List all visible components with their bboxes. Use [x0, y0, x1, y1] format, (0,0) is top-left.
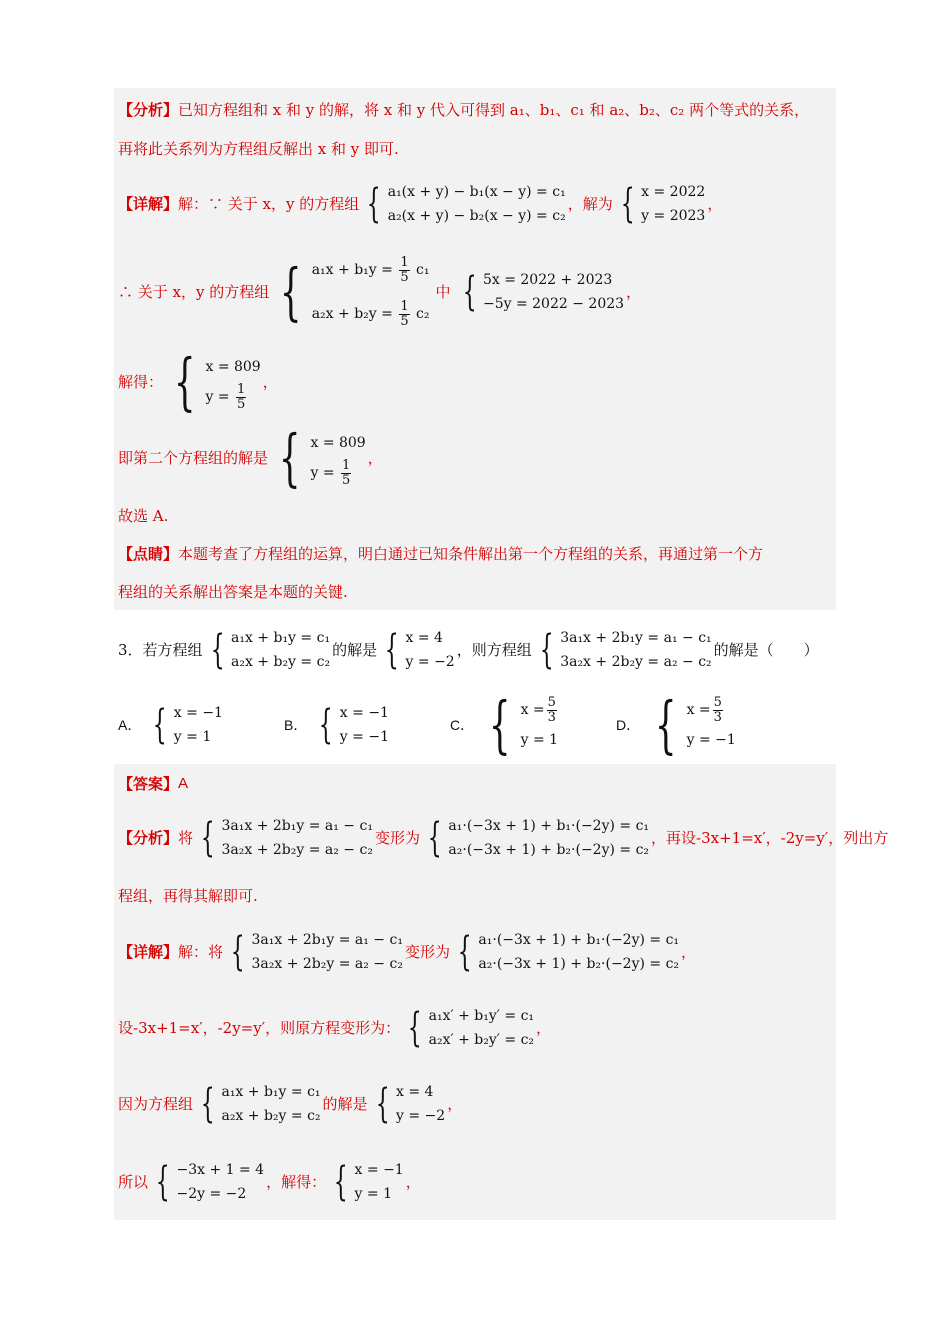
analysis-line-2: [118, 139, 399, 159]
brace-icon: {: [427, 815, 442, 861]
system-equation: a₂x + b₂y = c₂: [221, 1108, 321, 1124]
equation-left: y =: [310, 465, 335, 481]
system-equation: a₁x + b₁y = c₁: [221, 1084, 321, 1100]
transformed-system: [422, 814, 649, 862]
answer-tag: 【答案】: [118, 775, 179, 793]
system-equation: [312, 292, 430, 336]
equation-left: a₁x + b₁y =: [311, 262, 393, 278]
option-label: C．: [450, 717, 475, 733]
system-equation: x = 809: [205, 359, 261, 375]
option-c[interactable]: [450, 688, 616, 761]
fraction: [547, 696, 557, 725]
note-text-1: 本题考查了方程组的运算，明白通过已知条件解出第一个方程组的关系，再通过第一个方: [178, 545, 764, 563]
prime-system: [402, 1004, 534, 1052]
brace-icon: {: [280, 255, 302, 328]
brace-icon: {: [155, 1159, 170, 1205]
equation-left: x =: [686, 702, 711, 718]
brace-icon: {: [655, 688, 677, 761]
brace-icon: {: [375, 1081, 390, 1127]
fraction-numerator: 1: [400, 298, 409, 314]
because-mid: 的解是: [322, 1095, 368, 1113]
target-system: [225, 928, 403, 976]
question-mid-2: ，则方程组: [456, 641, 532, 659]
note-line-2: [118, 582, 348, 602]
fraction-numerator: 5: [547, 694, 556, 710]
system-equation: [310, 458, 365, 488]
fraction-numerator: 5: [713, 694, 722, 710]
transformed-system: [452, 928, 679, 976]
system-equation: 3a₂x + 2b₂y = a₂ − c₂: [251, 956, 403, 972]
therefore-pre: ∴ 关于 x，y 的方程组: [118, 283, 270, 301]
brace-icon: {: [200, 1081, 215, 1127]
solve-label: 解得：: [118, 373, 164, 391]
so-mid: ，解得：: [266, 1173, 327, 1191]
fraction-denominator: 3: [713, 709, 722, 725]
because-line: [118, 1078, 462, 1130]
therefore-line: [118, 246, 641, 338]
system-equation: x = 4: [396, 1084, 434, 1100]
fraction-denominator: 3: [547, 709, 556, 725]
brace-icon: {: [153, 702, 168, 748]
option-system: [480, 688, 559, 761]
system-equation: a₁·(−3x + 1) + b₁·(−2y) = c₁: [448, 818, 650, 834]
analysis-line-1: [118, 100, 809, 120]
so-pre: 所以: [118, 1173, 149, 1191]
system-equation: 3a₁x + 2b₁y = a₁ − c₁: [221, 818, 373, 834]
system-equation: [205, 382, 260, 412]
system-equation: y = 1: [520, 732, 559, 748]
system-equation: [687, 695, 736, 725]
system-equation: 3a₁x + 2b₁y = a₁ − c₁: [560, 630, 712, 646]
fraction: [399, 256, 409, 285]
brace-icon: {: [489, 688, 511, 761]
comma: ，: [536, 1019, 552, 1037]
fraction-denominator: 5: [237, 396, 246, 412]
brace-icon: {: [407, 1005, 422, 1051]
fraction-denominator: 5: [400, 269, 409, 285]
brace-icon: {: [333, 1159, 348, 1205]
brace-icon: {: [173, 345, 196, 418]
system-equation: y = −1: [339, 729, 389, 745]
question-3: [118, 624, 819, 676]
brace-icon: {: [462, 269, 477, 315]
because-pre: 因为方程组: [118, 1095, 194, 1113]
option-system: [646, 688, 736, 761]
equation-left: a₂x + b₂y =: [311, 306, 393, 322]
comma: ，: [447, 1095, 463, 1113]
so-line: [118, 1156, 421, 1208]
option-label: B．: [284, 717, 308, 733]
system-equation: −2y = −2: [176, 1186, 247, 1202]
note-text-2: 程组的关系解出答案是本题的关键.: [118, 583, 348, 601]
analysis-text-2: 程组，再得其解即可.: [118, 887, 258, 905]
solution-system-2: [165, 345, 261, 418]
system-equation: a₁(x + y) − b₁(x − y) = c₁: [387, 184, 566, 200]
equation-left: y =: [205, 389, 230, 405]
result-system: [328, 1158, 404, 1206]
equation-right: c₁: [416, 262, 430, 278]
equation-left: x =: [520, 702, 545, 718]
question-prefix: 3．若方程组: [118, 641, 203, 659]
second-solution-line: [118, 421, 383, 494]
brace-icon: {: [539, 627, 554, 673]
brace-icon: {: [384, 627, 399, 673]
system-equation: y = 1: [173, 729, 212, 745]
system-equation: y = 1: [354, 1186, 392, 1202]
original-solution: [370, 1080, 446, 1128]
detail-mid: ，解为: [567, 195, 613, 213]
analysis-pre: 将: [178, 829, 194, 847]
system-equation: x = −1: [173, 705, 223, 721]
comma: ，: [262, 373, 278, 391]
equation-system-1: [361, 180, 565, 228]
system-equation: y = −2: [405, 654, 455, 670]
note-line-1: [118, 544, 763, 564]
detail-pre: 解：将: [178, 943, 224, 961]
answer-line: [118, 774, 188, 794]
system-equation: [312, 248, 430, 292]
analysis-post: ，再设-3x+1=x′，-2y=y′，列出方: [651, 829, 889, 847]
system-equation: y = −2: [396, 1108, 446, 1124]
choose-line: [118, 506, 168, 526]
analysis-text-2: 再将此关系列为方程组反解出 x 和 y 即可.: [118, 140, 399, 158]
system-equation: x = 4: [405, 630, 443, 646]
brace-icon: {: [319, 702, 334, 748]
note-tag: 【点睛】: [118, 545, 179, 563]
system-equation: x = −1: [354, 1162, 404, 1178]
option-label: A．: [118, 717, 142, 733]
option-b[interactable]: [284, 701, 450, 749]
system-equation: a₁x′ + b₁y′ = c₁: [428, 1008, 535, 1024]
detail-tag: 【详解】: [118, 195, 179, 213]
equation-system-2: [271, 248, 429, 336]
answer-detail-line: [118, 926, 696, 978]
fraction-numerator: 1: [237, 381, 246, 397]
question-solution: [379, 626, 455, 674]
answer-analysis-line-2: [118, 886, 258, 906]
system-equation: a₁·(−3x + 1) + b₁·(−2y) = c₁: [478, 932, 680, 948]
brace-icon: {: [230, 929, 245, 975]
set-text: 设-3x+1=x′，-2y=y′，则原方程变形为：: [118, 1019, 401, 1037]
system-equation: 3a₂x + 2b₂y = a₂ − c₂: [560, 654, 712, 670]
brace-icon: {: [457, 929, 472, 975]
question-end: 的解是（ ）: [713, 641, 819, 659]
system-equation: [521, 695, 559, 725]
question-system-2: [534, 626, 712, 674]
solution-system-3: [270, 421, 366, 494]
comma: ，: [367, 449, 383, 467]
fraction-numerator: 1: [400, 254, 409, 270]
second-label: 即第二个方程组的解是: [118, 449, 269, 467]
option-label: D．: [616, 717, 641, 733]
equation-right: c₂: [416, 306, 430, 322]
solution-system-1: [615, 180, 706, 228]
system-equation: x = −1: [339, 705, 389, 721]
analysis-mid: 变形为: [374, 829, 420, 847]
target-system: [195, 814, 373, 862]
fraction-denominator: 5: [342, 472, 351, 488]
option-system: [147, 701, 223, 749]
system-equation: 3a₁x + 2b₁y = a₁ − c₁: [251, 932, 403, 948]
brace-icon: {: [278, 421, 301, 494]
system-equation: a₂·(−3x + 1) + b₂·(−2y) = c₂: [478, 956, 680, 972]
system-equation: 5x = 2022 + 2023: [482, 272, 613, 288]
system-equation: y = −1: [686, 732, 736, 748]
analysis-tag: 【分析】: [118, 101, 179, 119]
system-equation: a₂x + b₂y = c₂: [231, 654, 331, 670]
option-a[interactable]: [118, 701, 284, 749]
brace-icon: {: [200, 815, 215, 861]
system-equation: x = 2022: [641, 184, 706, 200]
original-system: [195, 1080, 321, 1128]
comma: ，: [405, 1173, 421, 1191]
fraction: [399, 300, 409, 329]
options-row: [118, 690, 738, 760]
system-equation: −3x + 1 = 4: [176, 1162, 265, 1178]
system-equation: y = 2023: [641, 208, 706, 224]
system-equation: a₂·(−3x + 1) + b₂·(−2y) = c₂: [448, 842, 650, 858]
zhong-text: 中: [435, 283, 451, 301]
set-line: [118, 1002, 551, 1054]
system-equation: x = 809: [310, 435, 366, 451]
brace-icon: {: [366, 181, 381, 227]
comma: ，: [626, 283, 642, 301]
answer-value: A: [178, 775, 189, 792]
analysis-tag: 【分析】: [118, 829, 179, 847]
comma: ，: [707, 195, 723, 213]
system-equation: a₂x′ + b₂y′ = c₂: [428, 1032, 535, 1048]
choose-text: 故选 A.: [118, 507, 169, 525]
comma: ，: [681, 943, 697, 961]
fraction-numerator: 1: [342, 457, 351, 473]
system-equation: a₂(x + y) − b₂(x − y) = c₂: [387, 208, 566, 224]
analysis-text-1: 已知方程组和 x 和 y 的解，将 x 和 y 代入可得到 a₁、b₁、c₁ 和 a₂、b₂、c₂ 两个等式的关系，: [178, 101, 810, 119]
answer-analysis-line: [118, 812, 888, 864]
brace-icon: {: [620, 181, 635, 227]
detail-tag: 【详解】: [118, 943, 179, 961]
brace-icon: {: [210, 627, 225, 673]
detail-mid: 变形为: [404, 943, 450, 961]
equation-system-3: [457, 268, 625, 316]
question-system-1: [205, 626, 331, 674]
so-system: [150, 1158, 264, 1206]
fraction-denominator: 5: [400, 313, 409, 329]
detail-pre: 解：∵ 关于 x，y 的方程组: [178, 195, 360, 213]
fraction: [236, 383, 246, 412]
system-equation: a₁x + b₁y = c₁: [231, 630, 331, 646]
option-d[interactable]: [616, 688, 738, 761]
option-system: [313, 701, 389, 749]
system-equation: −5y = 2022 − 2023: [482, 296, 625, 312]
fraction: [713, 696, 723, 725]
detail-line: [118, 178, 722, 230]
fraction: [341, 459, 351, 488]
solve-line: [118, 345, 278, 418]
question-mid-1: 的解是: [332, 641, 378, 659]
system-equation: 3a₂x + 2b₂y = a₂ − c₂: [221, 842, 373, 858]
